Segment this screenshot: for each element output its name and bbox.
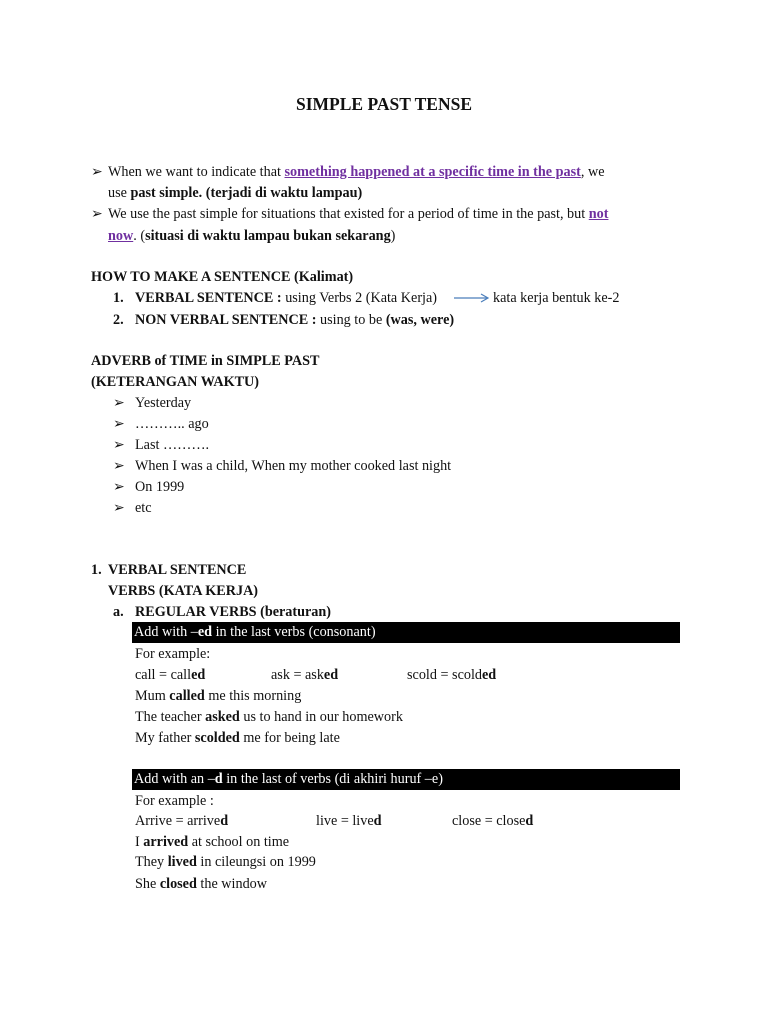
adverb-item: Last ………. (135, 437, 210, 453)
how-item-1 (135, 288, 437, 308)
example-suffix: ed (482, 667, 497, 683)
bullet-arrow-icon: ➢ (113, 395, 125, 411)
how-item-1-result: kata kerja bentuk ke-2 (493, 290, 620, 306)
bullet-arrow-icon: ➢ (113, 500, 125, 516)
intro-bullet-2-line-1 (108, 204, 608, 224)
example-suffix: ed (191, 667, 206, 683)
sentence-text: me for being late (239, 730, 340, 746)
example-base: scold = scold (407, 667, 482, 683)
example-suffix: ed (323, 667, 339, 683)
example-base: close = close (452, 813, 526, 829)
intro-bullet-1-line-1 (108, 162, 605, 182)
intro-bold-text: situasi di waktu lampau bukan sekarang (145, 228, 391, 244)
intro-text: use (108, 185, 131, 201)
adverb-heading: ADVERB of TIME in SIMPLE PAST (91, 353, 320, 369)
bullet-arrow-icon: ➢ (113, 416, 125, 432)
verbs-subheading: VERBS (KATA KERJA) (108, 583, 259, 599)
rule-text: in the last of verbs (di akhiri huruf –e) (222, 771, 443, 787)
example-base: live = live (316, 813, 374, 829)
example-base: call = call (135, 667, 192, 683)
rule-text: Add with – (134, 624, 198, 640)
intro-highlight-link[interactable]: not (588, 206, 609, 222)
example-base: Arrive = arrive (135, 813, 221, 829)
intro-text: , we (580, 164, 605, 180)
sentence-verb: arrived (143, 834, 189, 850)
example-verb (452, 811, 533, 831)
sentence-verb: scolded (194, 730, 240, 746)
example-verb (316, 811, 382, 831)
sentence-verb: called (169, 688, 205, 704)
example-suffix: d (525, 813, 534, 829)
sentence-text: I (135, 834, 144, 850)
sentence-text: the window (196, 876, 268, 892)
sentence-text: My father (135, 730, 195, 746)
adverb-item: ……….. ago (135, 416, 209, 432)
adverb-item: When I was a child, When my mother cooked last night (135, 458, 452, 474)
example-sentence (135, 852, 316, 872)
list-number: 1. (91, 562, 102, 578)
intro-bullet-1-line-2 (108, 183, 362, 203)
adverb-item: Yesterday (135, 395, 192, 411)
sentence-verb: lived (167, 854, 197, 870)
sentence-text: They (135, 854, 168, 870)
rule-bar-d (132, 769, 680, 790)
list-number: 1. (113, 290, 124, 306)
intro-highlight-link[interactable]: something happened at a specific time in the past (284, 164, 581, 180)
example-verb (407, 665, 496, 685)
example-suffix: d (220, 813, 229, 829)
for-example-label: For example: (135, 646, 211, 662)
how-item-label: VERBAL SENTENCE : (135, 290, 282, 306)
example-sentence (135, 874, 267, 894)
example-suffix: d (373, 813, 382, 829)
sentence-verb: asked (205, 709, 240, 725)
sentence-text: The teacher (135, 709, 206, 725)
intro-text: We use the past simple for situations that existed for a period of time in the past, but (108, 206, 589, 222)
bullet-arrow-icon: ➢ (113, 458, 125, 474)
adverb-subheading: (KETERANGAN WAKTU) (91, 374, 260, 390)
intro-text: When we want to indicate that (108, 164, 285, 180)
how-item-bold-text: (was, were) (385, 312, 455, 328)
intro-text: . ( (133, 228, 146, 244)
how-item-text: using Verbs 2 (Kata Kerja) (281, 290, 438, 306)
arrow-right-icon (453, 291, 491, 305)
rule-text: Add with an – (134, 771, 215, 787)
for-example-label: For example : (135, 793, 214, 809)
how-heading: HOW TO MAKE A SENTENCE (Kalimat) (91, 269, 354, 285)
how-item-text: using to be (316, 312, 386, 328)
verbal-heading: VERBAL SENTENCE (108, 562, 247, 578)
rule-suffix: ed (197, 624, 213, 640)
bullet-arrow-icon: ➢ (91, 164, 103, 180)
rule-text: in the last verbs (consonant) (212, 624, 376, 640)
how-item-label: NON VERBAL SENTENCE : (135, 312, 317, 328)
sentence-text: us to hand in our homework (239, 709, 403, 725)
example-sentence (135, 707, 403, 727)
list-letter: a. (113, 604, 124, 620)
example-sentence (135, 832, 289, 852)
sentence-text: me this morning (204, 688, 302, 704)
rule-bar-ed (132, 622, 680, 643)
sentence-text: She (135, 876, 160, 892)
sentence-text: at school on time (188, 834, 290, 850)
adverb-item: etc (135, 500, 152, 516)
example-base: ask = ask (271, 667, 324, 683)
sentence-verb: closed (159, 876, 197, 892)
bullet-arrow-icon: ➢ (113, 479, 125, 495)
adverb-item: On 1999 (135, 479, 185, 495)
intro-bullet-2-line-2 (108, 226, 395, 246)
example-verb (135, 665, 205, 685)
rule-suffix: d (214, 771, 223, 787)
sentence-text: in cileungsi on 1999 (196, 854, 316, 870)
bullet-arrow-icon: ➢ (113, 437, 125, 453)
example-sentence (135, 686, 301, 706)
sentence-text: Mum (135, 688, 170, 704)
intro-highlight-link[interactable]: now (108, 228, 134, 244)
example-verb (271, 665, 338, 685)
bullet-arrow-icon: ➢ (91, 206, 103, 222)
regular-verbs-heading: REGULAR VERBS (beraturan) (135, 604, 332, 620)
list-number: 2. (113, 312, 124, 328)
page-title: SIMPLE PAST TENSE (295, 94, 473, 114)
example-verb (135, 811, 228, 831)
intro-text: ) (390, 228, 396, 244)
example-sentence (135, 728, 340, 748)
intro-bold-text: past simple. (terjadi di waktu lampau) (130, 185, 363, 201)
how-item-2 (135, 310, 454, 330)
